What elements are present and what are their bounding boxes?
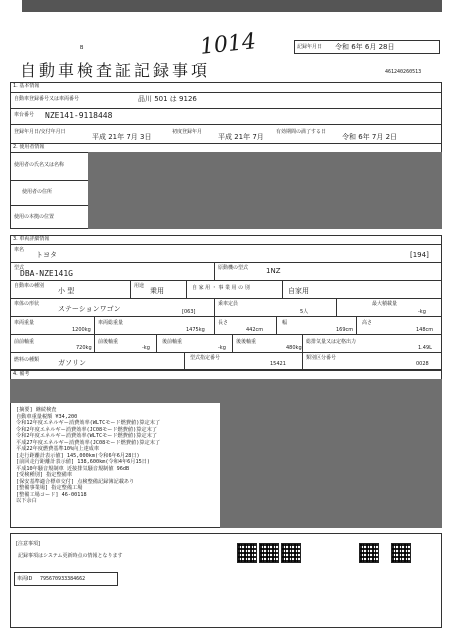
purpose-label: 用途: [134, 283, 145, 289]
rear-rear-axle-value: 480kg: [286, 345, 302, 351]
fuel-type-value: ガソリン: [58, 359, 86, 367]
expiry-value: 令和 6年 7月 2日: [342, 133, 398, 141]
section-4-heading: 4. 備考: [13, 371, 30, 377]
redacted-remarks-top: [10, 379, 220, 403]
type-designation-label: 型式指定番号: [190, 355, 221, 361]
front-front-axle-value: 720kg: [76, 345, 92, 351]
remark-line: 令和2年度エネルギー消費効率(WLTCモード燃費値)算定末了: [16, 433, 157, 439]
private-commercial-value: 自家用: [288, 287, 309, 295]
engine-type-label: 原動機の型式: [218, 265, 249, 271]
record-date-value: 令和 6年 6月 28日: [335, 43, 395, 51]
chassis-number-value: NZE141-9118448: [45, 111, 113, 120]
body-shape-code: [063]: [182, 309, 196, 315]
class-number-value: 0028: [416, 361, 429, 367]
section-1-heading: 1. 基本情報: [13, 83, 40, 89]
body-shape-value: ステーションワゴン: [58, 305, 121, 313]
model-value: DBA-NZE141G: [20, 269, 73, 278]
height-value: 148cm: [416, 327, 434, 333]
remark-line: [整備工場コード] 46-00118: [16, 491, 87, 498]
remark-line: [保安基準適合標章交付] 点検整備記録簿記載あり: [16, 478, 135, 485]
section-2-heading: 2. 使用者情報: [13, 144, 45, 150]
class-number-label: 類別区分番号: [306, 355, 337, 361]
section-3-heading: 3. 車両詳細情報: [13, 236, 50, 242]
fuel-type-label: 燃料の種類: [14, 357, 40, 363]
remark-line: [走行距離計表示値] 145,000km(令和6年6月28日): [16, 452, 140, 459]
notice-label: [注意事項]: [16, 541, 40, 547]
form-letter: B: [80, 45, 84, 51]
remark-line: 平成10年騒音規制車 近接排気騒音規制値 96dB: [16, 465, 130, 472]
expiry-label: 有効期間の満了する日: [276, 129, 327, 135]
qr-code-1: [237, 543, 257, 563]
remark-line: 令和12年度エネルギー消費効率(WLTCモード燃費値)算定末了: [16, 420, 161, 426]
remark-line: [前回走行距離計表示値] 138,600km(令和4年6月15日): [16, 459, 151, 465]
type-designation-value: 15421: [270, 361, 286, 367]
vehicle-kind-label: 自動車の種別: [14, 283, 45, 289]
displacement-value: 1.49L: [418, 345, 432, 351]
remark-line: 令和2年度エネルギー消費効率(JC08モード燃費値)算定末了: [16, 426, 157, 433]
vehicle-id-value: 795670933384662: [40, 576, 86, 582]
width-label: 幅: [282, 320, 288, 326]
remark-line: 以下余白: [16, 498, 37, 504]
qr-code-3: [281, 543, 301, 563]
document-title: 自動車検査証記録事項: [20, 61, 211, 80]
front-rear-axle-label: 前後軸重: [98, 339, 119, 345]
record-date-label: 記録年月日: [297, 44, 323, 50]
vehicle-weight-value: 1200kg: [72, 327, 91, 333]
rear-front-axle-label: 後前軸重: [162, 339, 183, 345]
registration-number-label: 自動車登録番号又は車両番号: [14, 96, 80, 102]
redacted-remarks-right: [220, 379, 442, 528]
notice-text: 記録事項はシステム更新時点の情報となります: [18, 553, 123, 559]
remark-line: 平成27年度エネルギー消費効率(JC08モード燃費値)算定末了: [16, 439, 161, 446]
maker-code: [194]: [410, 251, 429, 259]
redacted-user-block: [88, 152, 442, 229]
document-number: 461240260513: [385, 69, 422, 75]
maker-label: 車名: [14, 247, 25, 253]
first-registration-date-value: 平成 21年 7月 3日: [92, 133, 152, 141]
max-load-value: -kg: [418, 309, 426, 315]
qr-code-2: [259, 543, 279, 563]
height-label: 高さ: [362, 320, 373, 326]
length-value: 442cm: [246, 327, 264, 333]
handwritten-number: 1014: [198, 29, 258, 60]
first-year-value: 平成 21年 7月: [218, 133, 264, 141]
gross-weight-label: 車両総重量: [98, 320, 124, 326]
user-name-label: 使用者の氏名又は名称: [14, 162, 65, 168]
remark-line: 平成22年度燃費基準10%向上達成車: [16, 446, 100, 452]
vehicle-id-label: 車両ID: [17, 576, 33, 582]
remark-line: [受検種別] 指定整備車: [16, 472, 73, 478]
body-shape-label: 車体の形状: [14, 301, 40, 307]
chassis-number-label: 車台番号: [14, 112, 35, 118]
user-address-label: 使用者の住所: [22, 189, 53, 195]
gross-weight-value: 1475kg: [186, 327, 205, 333]
maker-value: トヨタ: [36, 251, 57, 259]
vehicle-kind-value: 小 型: [58, 287, 75, 295]
registration-number-value: 品川 501 は 9126: [138, 95, 197, 103]
front-front-axle-label: 前前軸重: [14, 339, 35, 345]
remarks-list: [16, 407, 160, 505]
capacity-label: 乗車定員: [218, 301, 239, 307]
front-rear-axle-value: -kg: [142, 345, 150, 351]
remark-line: 自動車重量税額 ¥34,200: [16, 413, 78, 420]
engine-type-value: 1NZ: [266, 267, 281, 275]
capacity-value: 5人: [300, 309, 309, 315]
first-year-label: 初度登録年月: [172, 129, 203, 135]
width-value: 169cm: [336, 327, 354, 333]
length-label: 長さ: [218, 320, 229, 326]
displacement-label: 総排気量又は定格出力: [306, 339, 357, 345]
private-commercial-label: 自 家 用 ・ 事 業 用 の 別: [192, 285, 250, 291]
first-registration-date-label: 登録年月日/交付年月日: [14, 129, 66, 135]
model-label: 型式: [14, 265, 25, 271]
rear-front-axle-value: -kg: [218, 345, 226, 351]
redaction-bar: [22, 0, 442, 12]
purpose-value: 乗用: [150, 287, 164, 295]
remark-line: [整備事業場] 指定整備工場: [16, 485, 83, 491]
qr-code-4: [359, 543, 379, 563]
max-load-label: 最大積載量: [372, 301, 398, 307]
remark-line: [摘要] 継続検査: [16, 407, 57, 413]
usage-base-label: 使用の本拠の位置: [14, 214, 55, 220]
qr-code-5: [391, 543, 411, 563]
vehicle-weight-label: 車両重量: [14, 320, 35, 326]
rear-rear-axle-label: 後後軸重: [236, 339, 257, 345]
